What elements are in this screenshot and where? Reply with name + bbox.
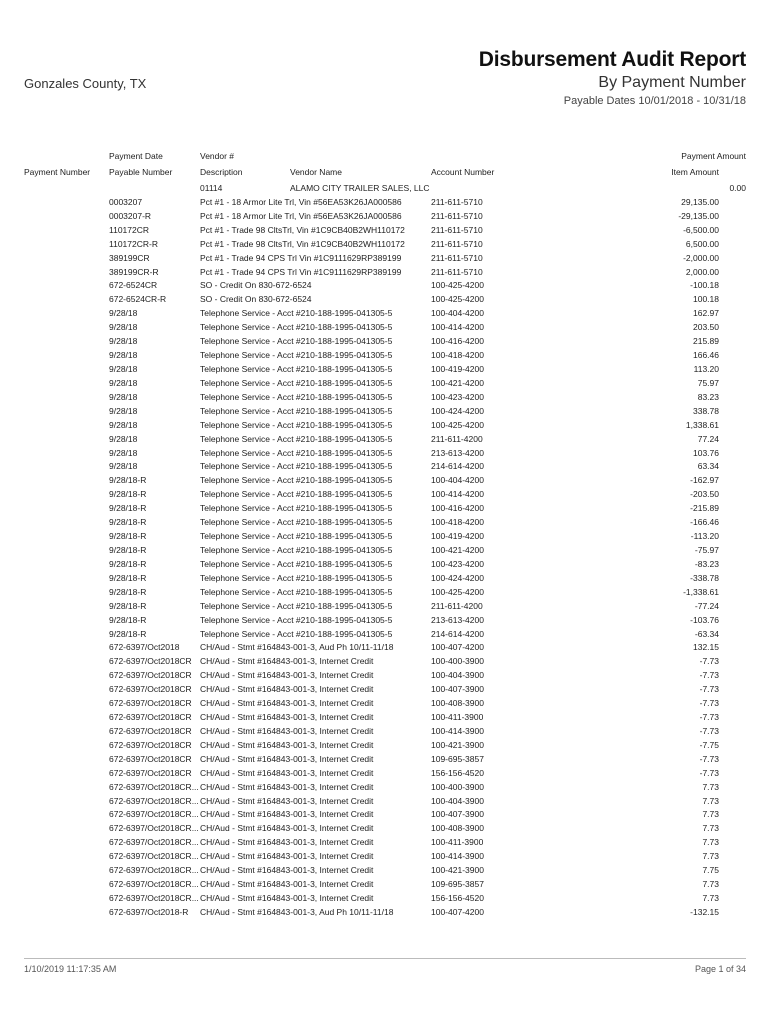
payable-number: 672-6524CR [109,280,158,291]
table-row [0,502,770,516]
description: Pct #1 - Trade 94 CPS Trl Vin #1C9111629RP389199 [200,266,402,277]
account-number: 156-156-4520 [431,767,484,778]
item-amount: -2,000.00 [683,252,719,263]
item-amount: -7.73 [699,656,719,667]
account-number: 100-407-3900 [431,809,484,820]
description: CH/Aud - Stmt #164843-001-3, Internet Credit [200,893,374,904]
account-number: 100-411-3900 [431,837,484,848]
account-number: 100-404-3900 [431,670,484,681]
payable-number: 672-6397/Oct2018CR... [109,823,199,834]
account-number: 211-611-5710 [431,224,483,235]
payable-number: 672-6397/Oct2018CR... [109,851,199,862]
description: CH/Aud - Stmt #164843-001-3, Internet Credit [200,823,374,834]
vendor-name: ALAMO CITY TRAILER SALES, LLC [290,183,430,193]
description: Telephone Service - Acct #210-188-1995-041305-5 [200,503,393,514]
table-row [0,516,770,530]
item-amount: -1,338.61 [683,586,719,597]
account-number: 214-614-4200 [431,461,484,472]
table-row [0,196,770,210]
item-amount: 7.73 [702,795,719,806]
item-amount: -7.73 [699,698,719,709]
description: Telephone Service - Acct #210-188-1995-041305-5 [200,544,393,555]
item-amount: -100.18 [690,280,719,291]
account-number: 100-414-3900 [431,725,484,736]
payable-number: 9/28/18-R [109,517,147,528]
description: Telephone Service - Acct #210-188-1995-041305-5 [200,572,393,583]
account-number: 100-400-3900 [431,656,484,667]
column-header-payment-date: Payment Date [109,151,163,161]
table-row [0,711,770,725]
description: CH/Aud - Stmt #164843-001-3, Internet Credit [200,865,374,876]
description: CH/Aud - Stmt #164843-001-3, Aud Ph 10/11-11/18 [200,906,394,917]
payable-number: 9/28/18 [109,391,138,402]
description: Pct #1 - Trade 98 CltsTrl, Vin #1C9CB40B2WH110172 [200,224,405,235]
account-number: 100-425-4200 [431,294,484,305]
table-row [0,293,770,307]
account-number: 100-423-4200 [431,391,484,402]
account-number: 100-425-4200 [431,280,484,291]
account-number: 109-695-3857 [431,879,484,890]
description: Telephone Service - Acct #210-188-1995-041305-5 [200,531,393,542]
item-amount: -113.20 [690,531,719,542]
column-header-account-number: Account Number [431,167,495,177]
description: Telephone Service - Acct #210-188-1995-041305-5 [200,391,393,402]
description: Telephone Service - Acct #210-188-1995-041305-5 [200,461,393,472]
table-row [0,614,770,628]
item-amount: -7.75 [699,739,719,750]
item-amount: 7.73 [702,781,719,792]
item-amount: 29,135.00 [681,196,719,207]
payable-number: 672-6397/Oct2018CR... [109,865,199,876]
item-amount: 338.78 [693,405,719,416]
item-amount: -7.73 [699,725,719,736]
item-amount: 132.15 [693,642,719,653]
account-number: 211-611-5710 [431,238,483,249]
line-items [0,196,770,920]
payable-number: 672-6397/Oct2018 [109,642,180,653]
account-number: 100-407-3900 [431,684,484,695]
column-header-description: Description [200,167,243,177]
description: Pct #1 - Trade 94 CPS Trl Vin #1C9111629RP389199 [200,252,402,263]
description: CH/Aud - Stmt #164843-001-3, Internet Credit [200,684,374,695]
item-amount: 7.73 [702,851,719,862]
table-row [0,697,770,711]
payable-number: 9/28/18-R [109,586,147,597]
account-number: 213-613-4200 [431,447,484,458]
account-number: 100-404-4200 [431,475,484,486]
payable-number: 110172CR [109,224,150,235]
payable-number: 672-6397/Oct2018CR [109,684,192,695]
description: CH/Aud - Stmt #164843-001-3, Internet Credit [200,753,374,764]
item-amount: 6,500.00 [685,238,719,249]
table-row [0,433,770,447]
item-amount: 7.73 [702,837,719,848]
account-number: 100-400-3900 [431,781,484,792]
table-row [0,558,770,572]
account-number: 100-416-4200 [431,503,484,514]
table-row [0,279,770,293]
table-row [0,572,770,586]
account-number: 100-411-3900 [431,712,484,723]
account-number: 100-419-4200 [431,363,484,374]
item-amount: -6,500.00 [683,224,719,235]
item-amount: -162.97 [690,475,719,486]
account-number: 100-425-4200 [431,419,484,430]
description: Telephone Service - Acct #210-188-1995-041305-5 [200,308,393,319]
account-number: 100-424-4200 [431,572,484,583]
item-amount: 83.23 [697,391,719,402]
table-row [0,377,770,391]
account-number: 100-421-4200 [431,544,484,555]
payable-number: 672-6397/Oct2018CR [109,725,192,736]
footer-page-number: Page 1 of 34 [694,964,746,974]
account-number: 100-421-3900 [431,739,484,750]
table-row [0,544,770,558]
description: SO - Credit On 830-672-6524 [200,294,312,305]
account-number: 100-424-4200 [431,405,484,416]
account-number: 214-614-4200 [431,628,484,639]
item-amount: -338.78 [690,572,719,583]
description: CH/Aud - Stmt #164843-001-3, Internet Credit [200,698,374,709]
description: Telephone Service - Acct #210-188-1995-041305-5 [200,377,393,388]
item-amount: -203.50 [690,489,719,500]
payable-number: 9/28/18 [109,419,138,430]
column-header-payment-number: Payment Number [24,167,91,177]
report-subtitle: By Payment Number [598,74,746,91]
table-row [0,767,770,781]
payment-amount: 0.00 [729,183,746,193]
account-number: 100-423-4200 [431,558,484,569]
description: CH/Aud - Stmt #164843-001-3, Internet Credit [200,670,374,681]
column-header-vendor-name: Vendor Name [290,167,342,177]
item-amount: 100.18 [693,294,719,305]
table-row [0,488,770,502]
description: CH/Aud - Stmt #164843-001-3, Internet Credit [200,712,374,723]
payable-number: 9/28/18 [109,308,138,319]
payable-number: 9/28/18 [109,322,138,333]
payable-number: 9/28/18 [109,405,138,416]
column-header-payment-amount: Payment Amount [681,151,746,161]
payable-number: 9/28/18-R [109,600,147,611]
table-row [0,808,770,822]
table-row [0,864,770,878]
item-amount: 113.20 [693,363,719,374]
payable-number: 672-6397/Oct2018CR [109,739,192,750]
table-row [0,878,770,892]
payable-number: 9/28/18-R [109,531,147,542]
item-amount: -83.23 [694,558,719,569]
description: CH/Aud - Stmt #164843-001-3, Internet Credit [200,725,374,736]
table-row [0,474,770,488]
table-row [0,892,770,906]
table-row [0,641,770,655]
account-number: 100-421-4200 [431,377,484,388]
account-number: 156-156-4520 [431,893,484,904]
item-amount: -103.76 [690,614,719,625]
account-number: 100-419-4200 [431,531,484,542]
account-number: 100-408-3900 [431,823,484,834]
table-row [0,349,770,363]
account-number: 211-611-5710 [431,196,483,207]
table-row [0,669,770,683]
payable-number: 672-6524CR-R [109,294,167,305]
description: Telephone Service - Acct #210-188-1995-041305-5 [200,350,393,361]
item-amount: 203.50 [693,322,719,333]
table-row [0,530,770,544]
payable-number: 0003207-R [109,210,152,221]
account-number: 100-418-4200 [431,517,484,528]
table-row [0,628,770,642]
payable-number: 9/28/18-R [109,572,147,583]
payable-number: 672-6397/Oct2018CR... [109,795,199,806]
payable-number: 9/28/18-R [109,628,147,639]
payable-number: 672-6397/Oct2018CR [109,670,192,681]
table-row [0,739,770,753]
table-row [0,224,770,238]
payable-number: 389199CR-R [109,266,159,277]
description: Telephone Service - Acct #210-188-1995-041305-5 [200,363,393,374]
account-number: 213-613-4200 [431,614,484,625]
description: SO - Credit On 830-672-6524 [200,280,312,291]
payable-number: 9/28/18 [109,447,138,458]
payable-number: 9/28/18 [109,461,138,472]
table-row [0,906,770,920]
payable-number: 9/28/18 [109,363,138,374]
description: Telephone Service - Acct #210-188-1995-041305-5 [200,322,393,333]
payable-number: 672-6397/Oct2018CR [109,698,192,709]
payable-number: 9/28/18 [109,350,138,361]
payable-number: 672-6397/Oct2018CR... [109,809,199,820]
item-amount: 166.46 [693,350,719,361]
payable-number: 389199CR [109,252,150,263]
description: Telephone Service - Acct #210-188-1995-041305-5 [200,517,393,528]
report-rows [0,182,770,920]
payable-number: 672-6397/Oct2018CR... [109,893,199,904]
account-number: 211-611-5710 [431,252,483,263]
item-amount: -7.73 [699,712,719,723]
item-amount: 63.34 [697,461,719,472]
payable-number: 672-6397/Oct2018CR... [109,879,199,890]
table-row [0,600,770,614]
table-row [0,683,770,697]
item-amount: 215.89 [693,336,719,347]
description: Telephone Service - Acct #210-188-1995-041305-5 [200,447,393,458]
item-amount: -29,135.00 [678,210,719,221]
item-amount: -166.46 [690,517,719,528]
item-amount: 77.24 [697,433,719,444]
account-number: 100-414-4200 [431,322,484,333]
item-amount: 7.73 [702,893,719,904]
payable-number: 672-6397/Oct2018CR... [109,781,199,792]
vendor-number: 01114 [200,183,223,193]
payable-number: 9/28/18 [109,433,138,444]
payable-number: 9/28/18 [109,377,138,388]
description: CH/Aud - Stmt #164843-001-3, Internet Credit [200,767,374,778]
footer-divider [24,958,746,959]
column-header-vendor-num: Vendor # [200,151,235,161]
table-row [0,307,770,321]
payable-number: 672-6397/Oct2018-R [109,906,189,917]
description: CH/Aud - Stmt #164843-001-3, Internet Credit [200,851,374,862]
description: Telephone Service - Acct #210-188-1995-041305-5 [200,405,393,416]
table-row [0,238,770,252]
item-amount: 2,000.00 [685,266,719,277]
payable-number: 9/28/18-R [109,614,147,625]
payable-number: 672-6397/Oct2018CR [109,712,192,723]
table-row [0,405,770,419]
table-row [0,460,770,474]
description: Telephone Service - Acct #210-188-1995-041305-5 [200,419,393,430]
table-row [0,753,770,767]
account-number: 100-418-4200 [431,350,484,361]
payable-number: 9/28/18-R [109,503,147,514]
account-number: 211-611-5710 [431,210,483,221]
footer-timestamp: 1/10/2019 11:17:35 AM [24,964,117,974]
item-amount: 7.73 [702,823,719,834]
description: Telephone Service - Acct #210-188-1995-041305-5 [200,336,393,347]
table-row [0,363,770,377]
account-number: 100-404-3900 [431,795,484,806]
item-amount: -63.34 [694,628,719,639]
item-amount: -75.97 [694,544,719,555]
item-amount: -77.24 [694,600,719,611]
payable-number: 9/28/18-R [109,558,147,569]
item-amount: 7.73 [702,879,719,890]
description: CH/Aud - Stmt #164843-001-3, Internet Credit [200,809,374,820]
description: Pct #1 - 18 Armor Lite Trl, Vin #56EA53K26JA000586 [200,196,402,207]
table-row [0,725,770,739]
table-row [0,419,770,433]
description: Telephone Service - Acct #210-188-1995-041305-5 [200,433,393,444]
account-number: 100-407-4200 [431,906,484,917]
account-number: 100-414-4200 [431,489,484,500]
table-row [0,850,770,864]
description: CH/Aud - Stmt #164843-001-3, Internet Credit [200,781,374,792]
description: Pct #1 - Trade 98 CltsTrl, Vin #1C9CB40B2WH110172 [200,238,405,249]
description: Telephone Service - Acct #210-188-1995-041305-5 [200,586,393,597]
date-range: Payable Dates 10/01/2018 - 10/31/18 [563,95,746,107]
item-amount: -7.73 [699,670,719,681]
column-header-payable-number: Payable Number [109,167,173,177]
payable-number: 9/28/18-R [109,544,147,555]
account-number: 100-421-3900 [431,865,484,876]
description: Telephone Service - Acct #210-188-1995-041305-5 [200,489,393,500]
description: Telephone Service - Acct #210-188-1995-041305-5 [200,600,393,611]
payable-number: 672-6397/Oct2018CR [109,753,192,764]
table-row [0,335,770,349]
item-amount: 7.73 [702,809,719,820]
account-number: 211-611-4200 [431,600,483,611]
item-amount: -215.89 [690,503,719,514]
description: Telephone Service - Acct #210-188-1995-041305-5 [200,475,393,486]
description: Telephone Service - Acct #210-188-1995-041305-5 [200,614,393,625]
description: CH/Aud - Stmt #164843-001-3, Internet Credit [200,739,374,750]
payable-number: 9/28/18 [109,336,138,347]
table-row [0,586,770,600]
item-amount: 75.97 [697,377,719,388]
item-amount: -7.73 [699,753,719,764]
item-amount: -132.15 [690,906,719,917]
payable-number: 9/28/18-R [109,489,147,500]
account-number: 100-425-4200 [431,586,484,597]
item-amount: 103.76 [693,447,719,458]
account-number: 100-414-3900 [431,851,484,862]
description: CH/Aud - Stmt #164843-001-3, Internet Credit [200,656,374,667]
description: Telephone Service - Acct #210-188-1995-041305-5 [200,558,393,569]
account-number: 100-404-4200 [431,308,484,319]
table-row [0,321,770,335]
payable-number: 9/28/18-R [109,475,147,486]
table-row [0,781,770,795]
account-number: 100-416-4200 [431,336,484,347]
account-number: 211-611-5710 [431,266,483,277]
table-row [0,795,770,809]
account-number: 100-408-3900 [431,698,484,709]
item-amount: 7.75 [702,865,719,876]
county-name: Gonzales County, TX [24,76,147,91]
payable-number: 672-6397/Oct2018CR [109,767,192,778]
item-amount: -7.73 [699,684,719,695]
payable-number: 110172CR-R [109,238,158,249]
table-row [0,210,770,224]
description: CH/Aud - Stmt #164843-001-3, Aud Ph 10/11-11/18 [200,642,394,653]
description: Pct #1 - 18 Armor Lite Trl, Vin #56EA53K26JA000586 [200,210,402,221]
vendor-header-row [0,182,770,196]
item-amount: 162.97 [693,308,719,319]
payable-number: 0003207 [109,196,143,207]
item-amount: 1,338.61 [685,419,719,430]
report-title: Disbursement Audit Report [478,48,746,71]
table-row [0,447,770,461]
account-number: 100-407-4200 [431,642,484,653]
payable-number: 672-6397/Oct2018CR... [109,837,199,848]
description: CH/Aud - Stmt #164843-001-3, Internet Credit [200,795,374,806]
description: CH/Aud - Stmt #164843-001-3, Internet Credit [200,879,374,890]
item-amount: -7.73 [699,767,719,778]
table-row [0,655,770,669]
account-number: 109-695-3857 [431,753,484,764]
payable-number: 672-6397/Oct2018CR [109,656,192,667]
table-row [0,266,770,280]
table-row [0,252,770,266]
table-row [0,391,770,405]
description: CH/Aud - Stmt #164843-001-3, Internet Credit [200,837,374,848]
table-row [0,836,770,850]
account-number: 211-611-4200 [431,433,483,444]
column-header-item-amount: Item Amount [671,167,719,177]
description: Telephone Service - Acct #210-188-1995-041305-5 [200,628,393,639]
table-row [0,822,770,836]
